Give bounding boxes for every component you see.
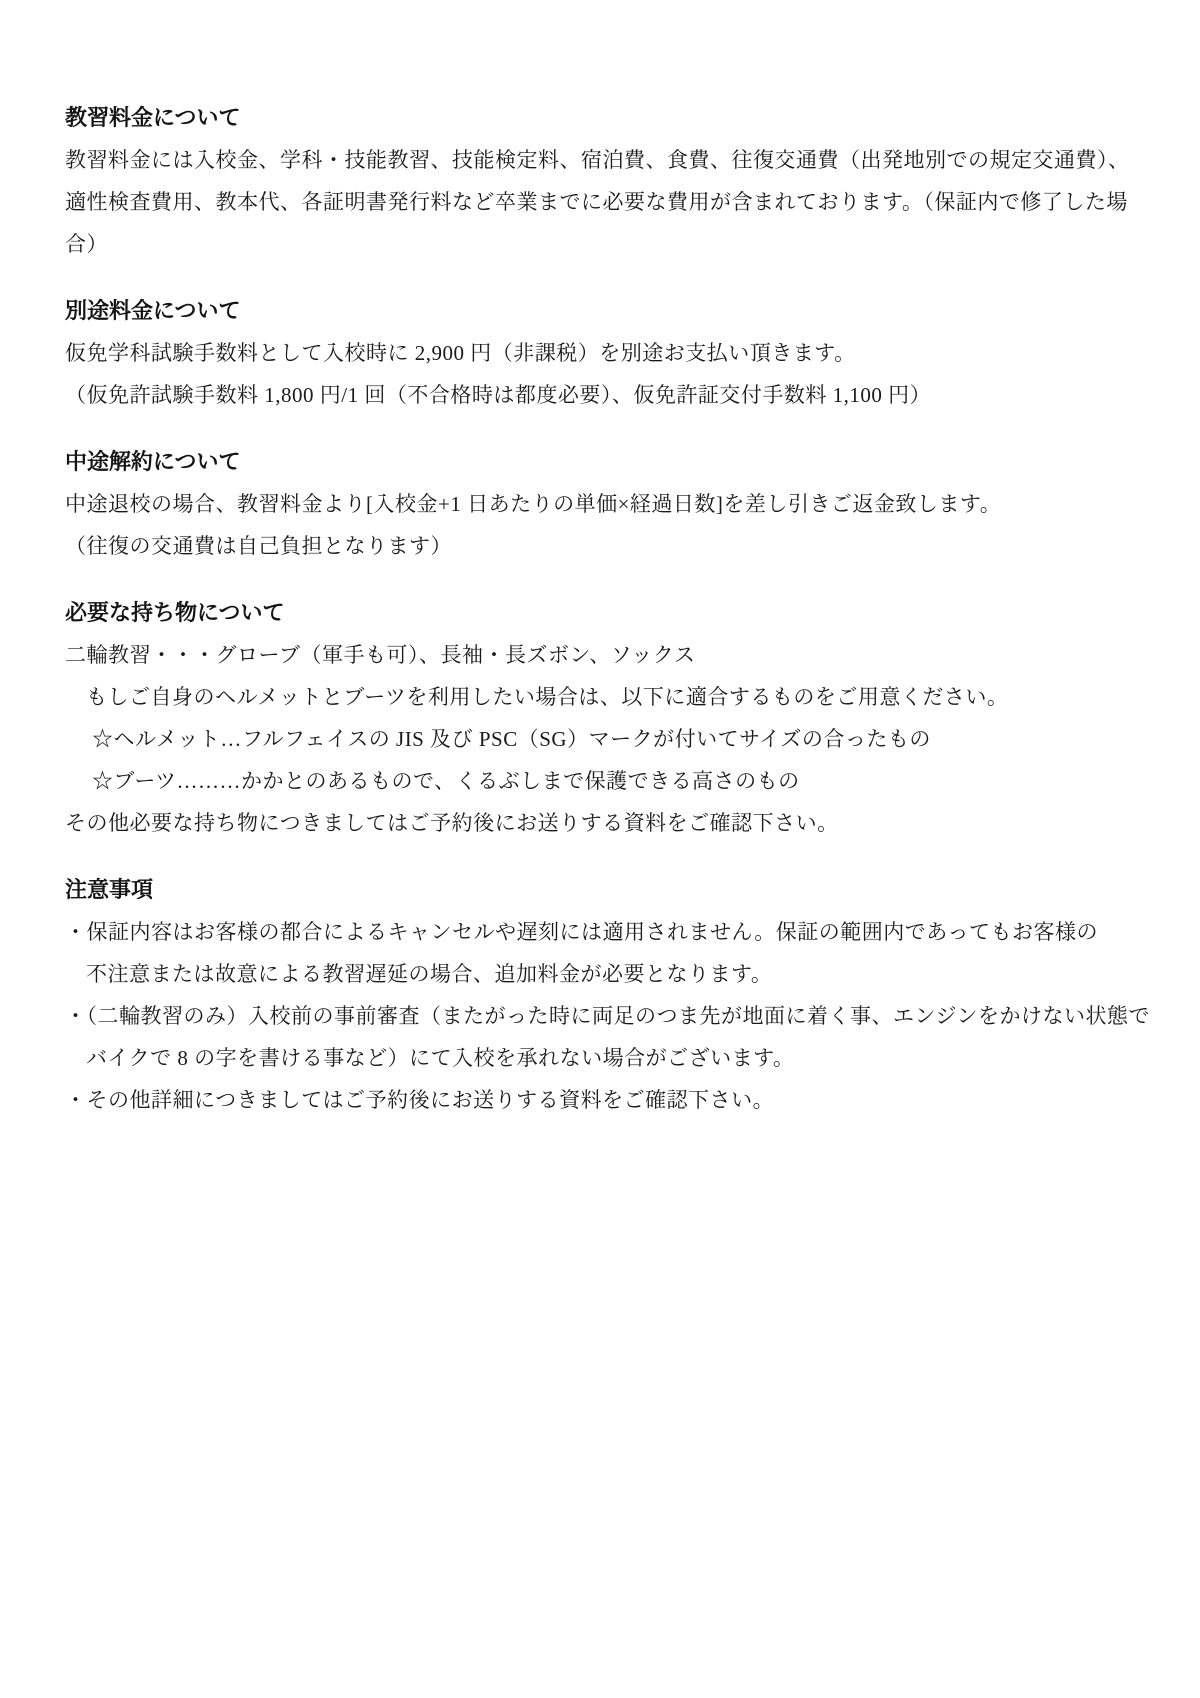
section-heading-notes: 注意事項 [65, 877, 154, 902]
section-tuition-fee [65, 97, 1140, 265]
text-line: もしご自身のヘルメットとブーツを利用したい場合は、以下に適合するものをご用意ください。 [86, 685, 1009, 709]
text-line-boots: ☆ブーツ………かかとのあるもので、くるぶしまで保護できる高さのもの [92, 769, 800, 793]
section-additional-fee [65, 290, 1140, 416]
section-heading-additional-fee: 別途料金について [65, 298, 241, 323]
section-notes [65, 869, 1150, 1121]
text-line: 中途退校の場合、教習料金より[入校金+1 日あたりの単価×経過日数]を差し引きご返金致します。 [65, 492, 1002, 516]
text-line-bullet: ・保証内容はお客様の都合によるキャンセルや遅刻には適用されません。保証の範囲内であってもお客様の [65, 920, 1099, 944]
text-line: 仮免学科試験手数料として入校時に 2,900 円（非課税）を別途お支払い頂きます。 [65, 341, 856, 365]
text-line: 教習料金には入校金、学科・技能教習、技能検定料、宿泊費、食費、往復交通費（出発地別での規定交通費）、 [65, 148, 1130, 172]
text-line-helmet: ☆ヘルメット…フルフェイスの JIS 及び PSC（SG）マークが付いてサイズの合ったもの [92, 727, 931, 751]
text-line: 不注意または故意による教習遅延の場合、追加料金が必要となります。 [86, 962, 773, 986]
section-heading-tuition-fee: 教習料金について [65, 105, 241, 130]
text-line: 二輪教習・・・グローブ（軍手も可）、長袖・長ズボン、ソックス [65, 643, 696, 667]
section-belongings [65, 592, 1140, 844]
section-heading-cancellation: 中途解約について [65, 449, 241, 474]
text-line: 合） [65, 232, 108, 256]
text-line: （往復の交通費は自己負担となります） [65, 534, 452, 558]
text-line-bullet: ・（二輪教習のみ）入校前の事前審査（またがった時に両足のつま先が地面に着く事、エンジンをかけない状態で [65, 1004, 1150, 1028]
text-line: その他必要な持ち物につきましてはご予約後にお送りする資料をご確認下さい。 [65, 811, 839, 835]
text-line-bullet: ・その他詳細につきましてはご予約後にお送りする資料をご確認下さい。 [65, 1088, 775, 1112]
section-cancellation [65, 441, 1140, 567]
text-line: （仮免許試験手数料 1,800 円/1 回（不合格時は都度必要）、仮免許証交付手数料 1,100 円） [65, 383, 932, 407]
section-heading-belongings: 必要な持ち物について [65, 600, 285, 625]
text-line: バイクで 8 の字を書ける事など）にて入校を承れない場合がございます。 [86, 1046, 795, 1070]
text-line: 適性検査費用、教本代、各証明書発行料など卒業までに必要な費用が含まれております。（保証内で修了した場 [65, 190, 1128, 214]
